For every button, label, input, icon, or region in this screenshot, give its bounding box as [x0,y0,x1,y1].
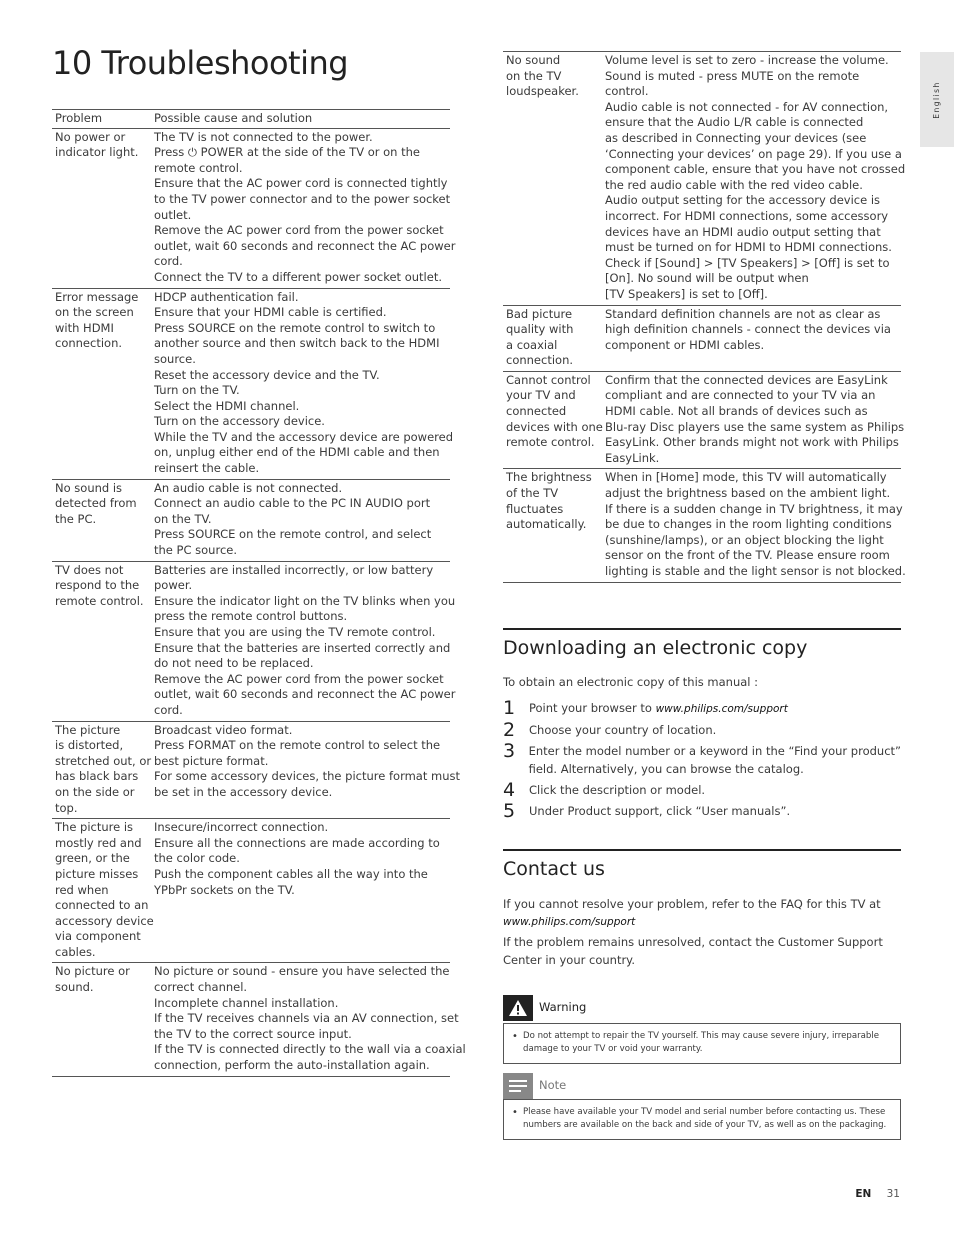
solution-line: outlet, wait 60 seconds and reconnect the AC power [154,238,456,253]
contact-para2-line1: If the problem remains unresolved, contact the Customer Support [503,935,883,949]
solution-line: Push the component cables all the way into the [154,866,428,881]
solution-line: Remove the AC power cord from the power socket [154,223,444,238]
solution-line: power. [154,578,193,593]
solution-line: must be turned on for HDMI to HDMI connections. [605,240,892,255]
solution-line: Connect the TV to a different power socket outlet. [154,269,442,284]
problem-line: on the side or [55,784,135,799]
warning-text-line1: Do not attempt to repair the TV yourself. This may cause severe injury, irreparable [523,1031,880,1041]
solution-line: YPbPr sockets on the TV. [154,882,295,897]
table-row [503,469,906,582]
problem-line: mostly red and [55,835,142,850]
problem-line: cables. [55,944,96,959]
step-number: 4 [503,779,516,801]
support-url-link[interactable]: www.philips.com/support [655,703,788,715]
step-line-text: Point your browser to [529,701,656,715]
step-number: 3 [503,740,516,762]
note-box [503,1099,901,1140]
solution-line: An audio cable is not connected. [154,480,343,495]
problem-line: remote control. [506,435,595,450]
problem-line: Cannot control [506,372,591,387]
solution-line: control. [605,84,649,99]
note-text-line1: Please have available your TV model and serial number before contacting us. These [523,1107,886,1117]
problem-line: indicator light. [55,145,139,160]
solution-line: reinsert the cable. [154,461,260,476]
solution-line: source. [154,351,196,366]
problem-line: loudspeaker. [506,84,579,99]
step-line [529,742,901,760]
problem-cell [52,964,154,1073]
solution-line: be due to changes in the room lighting conditions [605,517,892,532]
step-text [529,721,901,739]
problem-cell [503,53,605,303]
problem-line: your TV and [506,388,576,403]
solution-line: ‘Connecting your devices’ on page 29). If you use a [605,146,902,161]
solution-line: While the TV and the accessory device are powered [154,429,453,444]
problem-line: top. [55,800,78,815]
solution-line: remote control. [154,160,243,175]
solution-line: Connect an audio cable to the PC IN AUDIO port [154,496,431,511]
table-row [52,819,450,963]
solution-line: Press SOURCE on the remote control, and select [154,527,432,542]
step-line-text: Click the description or model. [529,783,706,797]
solution-line: Turn on the TV. [154,383,240,398]
solution-line: Turn on the accessory device. [154,414,325,429]
table-row [52,480,450,562]
table-header [52,110,450,129]
solution-line: on the TV. [154,511,212,526]
header-problem: Problem [55,111,103,125]
step-text [529,781,901,799]
table-row [503,52,906,306]
problem-line: respond to the [55,578,140,593]
problem-line: Bad picture [506,306,573,321]
solution-line: EasyLink. [605,450,660,465]
problem-line: quality with [506,322,574,337]
solution-cell [154,481,450,559]
troubleshooting-table-left [52,109,466,1077]
problem-line: No power or [55,129,126,144]
solution-line: When in [Home] mode, this TV will automatically [605,470,887,485]
problem-line: The brightness [506,470,592,485]
table-row [52,289,453,480]
note-icon [503,1073,533,1099]
solution-line: as described in Connecting your devices (see [605,130,867,145]
solution-line: connection, perform the auto-installation again. [154,1058,430,1073]
solution-line: best picture format. [154,753,269,768]
solution-line: Reset the accessory device and the TV. [154,367,380,382]
solution-line: Press SOURCE on the remote control to switch to [154,320,436,335]
download-section [503,628,901,660]
table-row [52,129,456,289]
solution-line: Batteries are installed incorrectly, or low battery [154,562,434,577]
problem-line: has black bars [55,769,139,784]
warning-header [503,995,586,1021]
step-line [529,699,901,718]
solution-line: do not need to be replaced. [154,656,314,671]
contact-para2-line2: Center in your country. [503,952,636,967]
problem-line: with HDMI [55,320,114,335]
problem-line: connection. [506,353,574,368]
solution-line: If the TV receives channels via an AV connection, set [154,1011,459,1026]
problem-line: sound. [55,980,94,995]
problem-line: is distorted, [55,738,124,753]
problem-line: fluctuates [506,501,564,516]
solution-cell [154,723,462,817]
solution-line: the PC source. [154,543,237,558]
solution-line: HDCP authentication fail. [154,289,299,304]
solution-line: component or HDMI cables. [605,337,765,352]
language-tab-label: English [932,80,942,119]
solution-line: high definition channels - connect the devices via [605,322,891,337]
solution-cell [154,820,450,960]
problem-line: connected to an [55,898,149,913]
problem-cell [52,820,154,960]
solution-line: Select the HDMI channel. [154,398,300,413]
page-title: 10 Troubleshooting [52,44,349,82]
problem-line: on the screen [55,305,134,320]
problem-line: accessory device [55,913,154,928]
solution-cell [605,470,908,579]
problem-line: No picture or [55,964,130,979]
solution-line: outlet. [154,207,192,222]
solution-cell [605,53,907,303]
note-text-line2: numbers are available on the back and side of your TV, as well as on the packaging. [523,1120,887,1130]
problem-cell [52,481,154,559]
solution-line: If the TV is connected directly to the wall via a coaxial [154,1042,466,1057]
step-line [529,760,901,778]
step-line [529,781,901,799]
solution-line: The TV is not connected to the power. [154,129,373,144]
solution-cell [154,130,457,286]
step-line-text: Under Product support, click “User manuals”. [529,804,791,818]
problem-cell [503,307,605,369]
page-footer [855,1187,900,1203]
solution-line: Audio cable is not connected - for AV connection, [605,99,889,114]
problem-line: detected from [55,496,137,511]
footer-lang: EN [855,1188,872,1200]
solution-line: Check if [Sound] > [TV Speakers] > [Off] is set to [605,255,890,270]
problem-line: No sound [506,53,561,67]
solution-line: For some accessory devices, the picture format must [154,769,461,784]
step-line-text: Enter the model number or a keyword in the “Find your product” [528,744,901,758]
step-number: 5 [503,800,516,822]
language-tab [920,52,954,147]
problem-line: the PC. [55,511,97,526]
solution-line: [On]. No sound will be output when [605,271,809,286]
problem-line: of the TV [506,486,559,501]
problem-line: connection. [55,336,123,351]
solution-line: Ensure that the AC power cord is connected tightly [154,176,448,191]
step-number: 2 [503,719,516,741]
problem-cell [503,470,605,579]
solution-line: Sound is muted - press MUTE on the remote [605,68,860,83]
problem-cell [52,723,154,817]
problem-line: on the TV [506,68,562,83]
solution-line: the red audio cable with the red video cable. [605,177,863,192]
solution-line: Ensure that you are using the TV remote control. [154,625,436,639]
solution-line: Audio output setting for the accessory device is [605,193,881,208]
solution-line: If there is a sudden change in TV brightness, it may [605,501,903,516]
download-intro-text: To obtain an electronic copy of this manual : [503,675,759,689]
problem-line: red when [55,882,109,897]
contact-para1: If you cannot resolve your problem, refer to the FAQ for this TV at [503,897,881,911]
table-row [503,306,901,372]
table-row [52,963,466,1076]
problem-line: picture misses [55,866,139,881]
solution-line: Broadcast video format. [154,722,293,737]
solution-line: HDMI cable. Not all brands of devices such as [605,404,868,419]
problem-cell [52,290,154,477]
solution-line: Insecure/incorrect connection. [154,820,329,835]
problem-line: Error message [55,289,139,304]
problem-line: The picture is [55,820,134,835]
solution-line: Ensure that the batteries are inserted correctly and [154,640,451,655]
solution-line: cord. [154,702,183,717]
problem-line: automatically. [506,517,587,532]
solution-cell [154,964,468,1073]
download-steps [503,699,901,823]
contact-heading: Contact us [503,858,605,880]
download-heading: Downloading an electronic copy [503,637,808,659]
problem-line: green, or the [55,851,130,866]
problem-line: via component [55,929,141,944]
step-line [529,721,901,739]
solution-line: [TV Speakers] is set to [Off]. [605,286,768,301]
problem-cell [52,563,154,719]
solution-line: another source and then switch back to the HDMI [154,336,440,351]
solution-cell [154,290,455,477]
header-solution: Possible cause and solution [154,111,313,125]
problem-cell [503,373,605,467]
download-intro [503,674,901,692]
troubleshooting-table-right [503,51,906,583]
solution-line: the color code. [154,851,240,866]
contact-text [503,896,901,969]
solution-cell [605,373,906,467]
solution-line: ensure that the Audio L/R cable is connected [605,115,864,130]
problem-line: stretched out, or [55,753,152,768]
warning-label: Warning [539,1000,587,1015]
solution-line: Press ⏻ POWER at the side of the TV or on the [154,145,420,160]
warning-icon [503,995,533,1021]
solution-line: Press FORMAT on the remote control to select the [154,738,441,753]
solution-line: lighting is stable and the light sensor is not blocked. [605,564,906,578]
list-item [503,802,901,820]
table-row [52,562,456,722]
solution-line: Remove the AC power cord from the power socket [154,671,444,686]
solution-line: correct channel. [154,980,248,995]
table-row [503,372,905,470]
solution-line: EasyLink. Other brands might not work with Philips [605,435,899,450]
table-row [52,722,461,820]
solution-line: cord. [154,254,183,269]
step-text [529,742,901,778]
solution-line: Ensure the indicator light on the TV blinks when you [154,593,456,608]
solution-line: incorrect. For HDMI connections, some accessory [605,208,889,223]
problem-line: TV does not [55,562,124,577]
problem-line: connected [506,404,567,419]
list-item [503,781,901,799]
solution-cell [605,307,901,369]
solution-line: devices have an HDMI audio output setting that [605,224,881,239]
solution-line: press the remote control buttons. [154,609,348,624]
solution-cell [154,563,457,719]
solution-line: component cable, ensure that you have not crossed [605,162,906,177]
problem-line: a coaxial [506,337,558,352]
solution-line: be set in the accessory device. [154,784,333,799]
solution-line: Ensure all the connections are made according to [154,835,440,850]
step-number: 1 [503,697,516,719]
problem-line: remote control. [55,593,144,608]
note-header [503,1073,566,1099]
step-line [529,802,901,820]
solution-line: Incomplete channel installation. [154,995,339,1010]
step-text [529,802,901,820]
problem-line: devices with one [506,419,603,434]
solution-line: on, unplug either end of the HDMI cable and then [154,445,440,460]
note-label: Note [539,1078,567,1093]
step-line-text: field. Alternatively, you can browse the catalog. [528,762,804,776]
step-text [529,699,901,718]
solution-line: (sunshine/lamps), or an object blocking the light [605,532,884,547]
solution-line: Confirm that the connected devices are EasyLink [605,372,888,387]
solution-line: Blu-ray Disc players use the same system as Philips [605,419,905,434]
contact-url[interactable]: www.philips.com/support [503,915,636,928]
solution-line: outlet, wait 60 seconds and reconnect the AC power [154,687,456,702]
problem-line: The picture [55,722,121,737]
solution-line: to the TV power connector and to the power socket [154,191,451,206]
list-item [503,742,901,778]
solution-line: Volume level is set to zero - increase the volume. [605,53,889,67]
solution-line: Ensure that your HDMI cable is certified. [154,305,387,320]
solution-line: No picture or sound - ensure you have selected the [154,964,450,979]
warning-text-line2: damage to your TV or void your warranty. [523,1044,703,1054]
solution-line: the TV to the correct source input. [154,1026,352,1041]
solution-line: compliant and are connected to your TV via an [605,388,876,403]
bullet-icon: • [512,1031,518,1042]
problem-cell [52,130,154,286]
warning-box [503,1023,901,1064]
solution-line: sensor on the front of the TV. Please ensure room [605,548,890,563]
step-line-text: Choose your country of location. [529,723,717,737]
bullet-icon: • [512,1107,518,1118]
solution-line: adjust the brightness based on the ambient light. [605,486,891,501]
page-number: 31 [886,1188,900,1200]
list-item [503,699,901,718]
problem-line: No sound is [55,480,123,495]
solution-line: Standard definition channels are not as clear as [605,306,881,321]
list-item [503,721,901,739]
contact-section [503,849,901,881]
